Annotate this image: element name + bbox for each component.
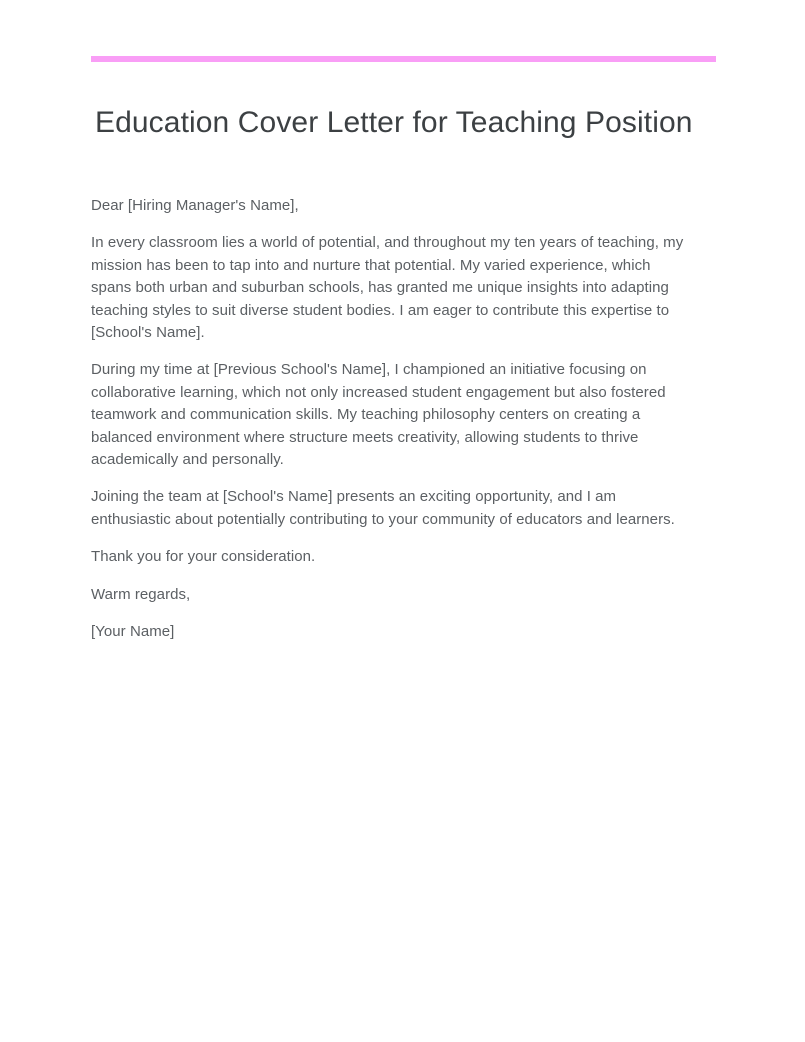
- paragraph-intro: In every classroom lies a world of potential, and throughout my ten years of teaching, my mission has been to tap into and nurture that potential. My varied experience, which spans both urban and suburban schools, has granted me unique insights into adapting teaching styles to suit diverse student bodies. I am eager to contribute this expertise to [School's Name].: [91, 234, 684, 342]
- thank-you-line: Thank you for your consideration.: [91, 548, 316, 566]
- closing-line: Warm regards,: [91, 585, 191, 603]
- paragraph-closing-interest: Joining the team at [School's Name] presents an exciting opportunity, and I am enthusiastic about potentially contributing to your community of educators and learners.: [91, 488, 675, 528]
- signature-line: [Your Name]: [91, 623, 175, 641]
- page-title: Education Cover Letter for Teaching Position: [95, 106, 693, 139]
- header-accent-bar: [91, 56, 716, 62]
- paragraph-experience: During my time at [Previous School's Name], I championed an initiative focusing on collaborative learning, which not only increased student engagement but also fostered teamwork and communication skills. My teaching philosophy centers on creating a balanced environment where structure meets creativity, allowing students to thrive academically and personally.: [91, 361, 666, 469]
- salutation-line: Dear [Hiring Manager's Name],: [91, 197, 299, 214]
- letter-body: [91, 195, 687, 644]
